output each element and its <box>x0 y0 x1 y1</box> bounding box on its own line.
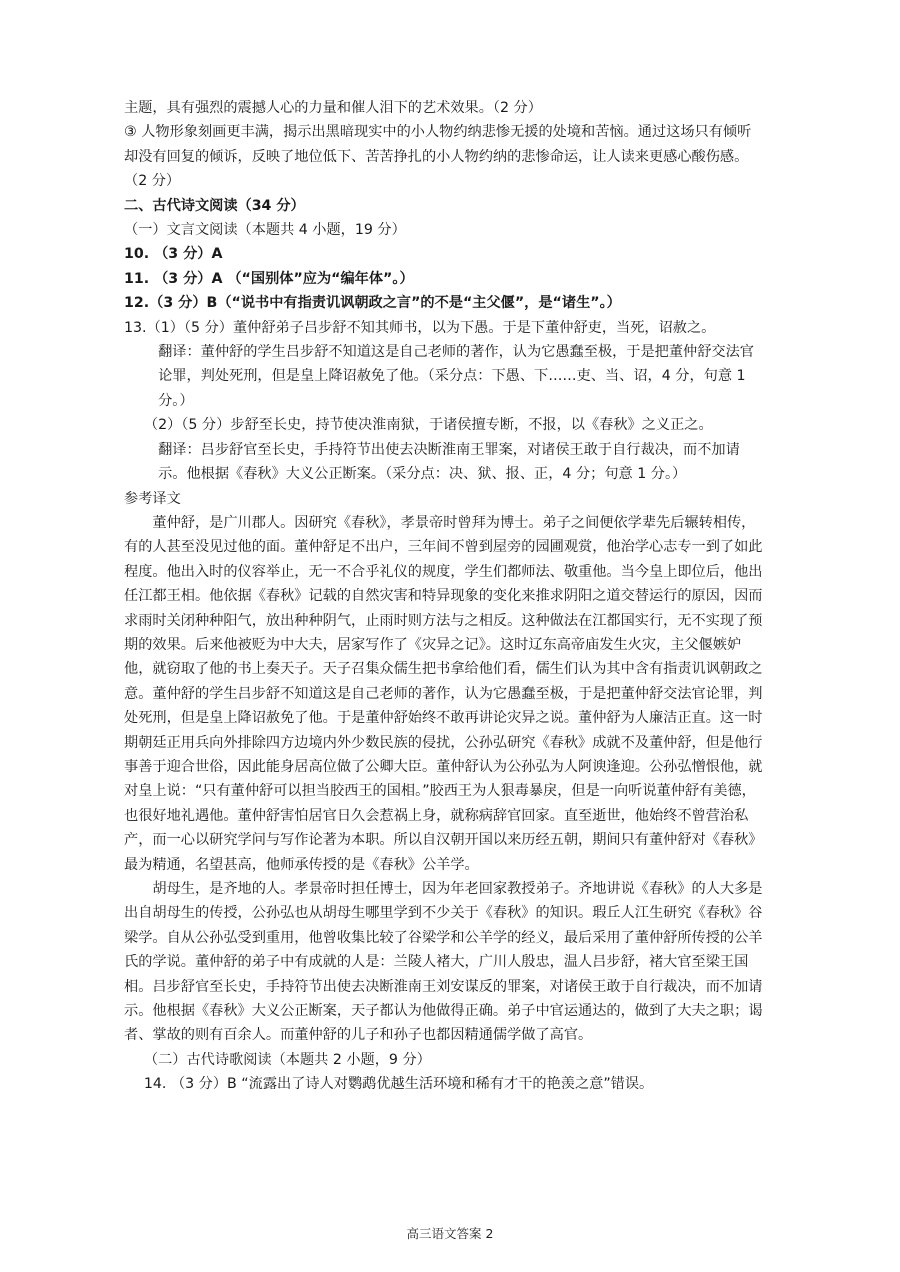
paragraph-theme: 主题，具有强烈的震撼人心的力量和催人泪下的艺术效果。（2 分） <box>124 100 542 116</box>
answer-q10: 10. （3 分）A <box>124 246 223 263</box>
subsection-heading-classical-prose: （一）文言文阅读（本题共 4 小题，19 分） <box>124 222 406 239</box>
page-body <box>124 96 764 1097</box>
paragraph-point-3: ③ 人物形象刻画更丰满，揭示出黑暗现实中的小人物约纳悲惨无援的处境和苦恼。通过这场只有倾听却没有回复的倾诉，反映了地位低下、苦苦挣扎的小人物约纳的悲惨命运，让人读来更感心酸伤感。（2 分） <box>124 124 752 190</box>
answer-q13-part2: （2）（5 分）步舒至长史，持节使决淮南狱，于诸侯擅专断，不报，以《春秋》之义正之。 <box>143 417 713 434</box>
answer-q11: 11. （3 分）A （“国别体”应为“编年体”。） <box>124 270 414 287</box>
translation-q13-part2: 翻译：吕步舒官至长史，手持符节出使去决断淮南王罪案，对诸侯王敢于自行裁决，而不加请示。他根据《春秋》大义公正断案。（采分点：决、狱、报、正，4 分；句意 1 分。） <box>158 441 740 483</box>
reference-paragraph-dong-zhongshu: 董仲舒，是广川郡人。因研究《春秋》，孝景帝时曾拜为博士。弟子之间便依学辈先后辗转相传，有的人甚至没见过他的面。董仲舒足不出户，三年间不曾到屋旁的园圃观赏，他治学心志专一到了如此程度。他出入时的仪容举止，无一不合乎礼仪的规度，学生们都师法、敬重他。当今皇上即位后，他出任江都王相。他依据《春秋》记载的自然灾害和特异现象的变化来推求阴阳之道交替运行的原因，因而求雨时关闭种种阳气，放出种种阴气，止雨时则方法与之相反。这种做法在江都国实行，无不实现了预期的效果。后来他被贬为中大夫，居家写作了《灾异之记》。这时辽东高帝庙发生火灾，主父偃嫉妒他，就窃取了他的书上奏天子。天子召集众儒生把书拿给他们看，儒生们认为其中含有指责讥讽朝政之意。董仲舒的学生吕步舒不知道这是自己老师的著作，认为它愚蠢至极，于是把董仲舒交法官论罪，判处死刑，但是皇上降诏赦免了他。于是董仲舒始终不敢再讲论灾异之说。董仲舒为人廉洁正直。这一时期朝廷正用兵向外排除四方边境内外少数民族的侵扰，公孙弘研究《春秋》成就不及董仲舒，但是他行事善于迎合世俗，因此能身居高位做了公卿大臣。董仲舒认为公孙弘为人阿谀逢迎。公孙弘憎恨他，就对皇上说：“只有董仲舒可以担当胶西王的国相。”胶西王为人狠毒暴戾，但是一向听说董仲舒有美德，也很好地礼遇他。董仲舒害怕居官日久会惹祸上身，就称病辞官回家。直至逝世，他始终不曾营治私产，而一心以研究学问与写作论著为本职。所以自汉朝开国以来历经五朝，期间只有董仲舒对《春秋》最为精通，名望甚高，他师承传授的是《春秋》公羊学。 <box>124 514 763 873</box>
answer-q12: 12.（3 分）B（“说书中有指责讥讽朝政之言”的不是“主父偃”，是“诸生”。） <box>124 295 621 312</box>
answer-q13-part1: 13.（1）（5 分）董仲舒弟子吕步舒不知其师书，以为下愚。于是下董仲舒吏，当死，诏赦之。 <box>124 319 716 336</box>
answer-q14: 14. （3 分）B “流露出了诗人对鹦鹉优越生活环境和稀有才干的艳羡之意”错误。 <box>143 1076 654 1093</box>
translation-q13-part1: 翻译：董仲舒的学生吕步舒不知道这是自己老师的著作，认为它愚蠢至极，于是把董仲舒交法官论罪，判处死刑，但是皇上降诏赦免了他。（采分点：下愚、下……吏、当、诏，4 分，句意 1 分。） <box>158 344 754 409</box>
subsection-heading-poetry: （二）古代诗歌阅读（本题共 2 小题，9 分） <box>143 1051 431 1068</box>
reference-translation-heading: 参考译文 <box>124 490 181 507</box>
reference-paragraph-humu-sheng: 胡母生，是齐地的人。孝景帝时担任博士，因为年老回家教授弟子。齐地讲说《春秋》的人大多是出自胡母生的传授，公孙弘也从胡母生哪里学到不少关于《春秋》的知识。瑕丘人江生研究《春秋》谷梁学。自从公孙弘受到重用，他曾收集比较了谷梁学和公羊学的经义，最后采用了董仲舒所传授的公羊氏的学说。董仲舒的弟子中有成就的人是：兰陵人褚大，广川人殷忠，温人吕步舒，褚大官至梁王国相。吕步舒官至长史，手持符节出使去决断淮南王刘安谋反的罪案，对诸侯王敢于自行裁决，而不加请示。他根据《春秋》大义公正断案，天子都认为他做得正确。弟子中官运通达的，做到了大夫之职；谒者、掌故的则有百余人。而董仲舒的儿子和孙子也都因精通儒学做了高官。 <box>124 881 763 1044</box>
page-footer: 高三语文答案 2 <box>406 1226 494 1241</box>
section-heading-ancient-reading: 二、古代诗文阅读（34 分） <box>124 197 305 214</box>
